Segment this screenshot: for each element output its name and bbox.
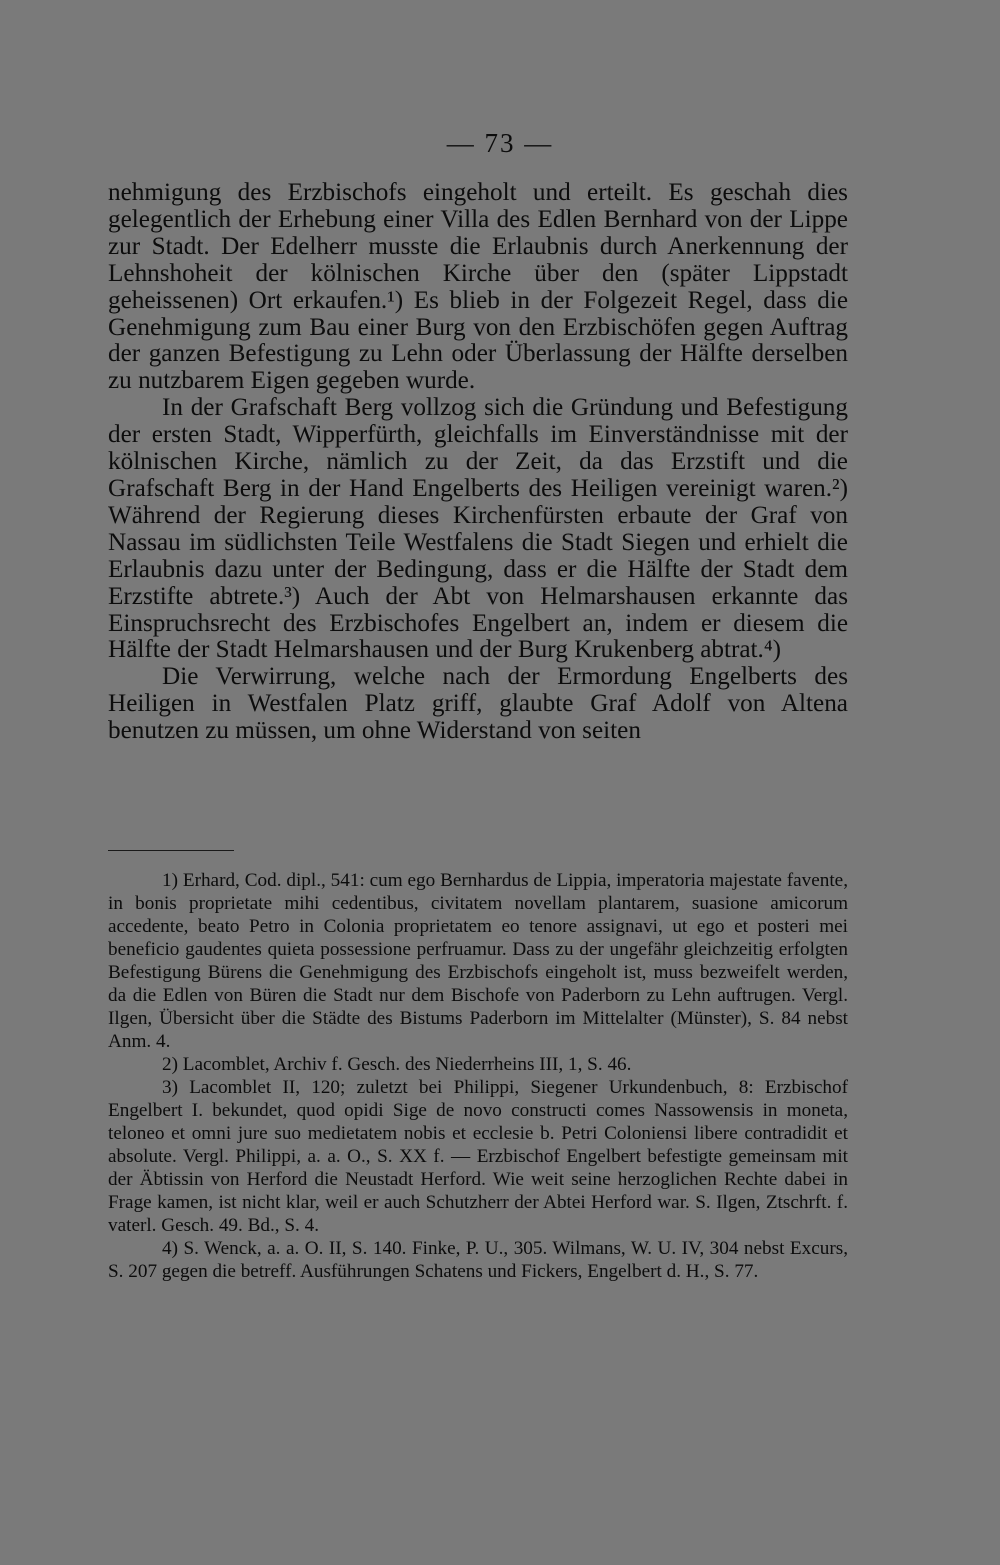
footnote-4: 4) S. Wenck, a. a. O. II, S. 140. Finke, P. U., 305. Wilmans, W. U. IV, 304 nebst Excurs, S. 207 gegen die betreff. Ausführungen Schatens und Fickers, Engelbert d. H., S. 77. <box>108 1238 848 1282</box>
footnotes <box>108 869 848 1283</box>
paragraph-1: nehmigung des Erzbischofs eingeholt und erteilt. Es geschah dies gelegentlich der Erhebung einer Villa des Edlen Bernhard von der Lippe zur Stadt. Der Edelherr musste die Erlaubnis durch Anerkennung der Lehnshoheit der kölnischen Kirche über den (später Lippstadt geheissenen) Ort erkaufen.¹) Es blieb in der Folgezeit Regel, dass die Genehmigung zum Bau einer Burg von den Erzbischöfen gegen Auftrag der ganzen Befestigung zu Lehn oder Überlassung der Hälfte derselben zu nutzbarem Eigen gegeben wurde. <box>108 179 848 395</box>
body-text <box>108 180 848 745</box>
footnote-3: 3) Lacomblet II, 120; zuletzt bei Philippi, Siegener Urkundenbuch, 8: Erzbischof Engelbert I. bekundet, quod opidi Sige de novo constructi comes Nassowensis in moneta, teloneo et omni jure suo medietatem nobis et ecclesie b. Petri Coloniensi libere contradidit et absolute. Vergl. Philippi, a. a. O., S. XX f. — Erzbischof Engelbert befestigte gemeinsam mit der Äbtissin von Herford die Neustadt Herford. Wie weit seine herzoglichen Rechte dabei in Frage kamen, ist nicht klar, weil er auch Schutzherr der Abtei Herford war. S. Ilgen, Ztschrft. f. vaterl. Gesch. 49. Bd., S. 4. <box>108 1077 848 1236</box>
footnote-1: 1) Erhard, Cod. dipl., 541: cum ego Bernhardus de Lippia, imperatoria majestate favente, in bonis proprietate mihi cedentibus, civitatem novellam plantarem, suasione amicorum accedente, beato Petro in Colonia proprietatem eo tenore assignavi, ut ego et posteri mei beneficio gaudentes quieta possessione perfruamur. Dass zu der ungefähr gleichzeitig erfolgten Befestigung Bürens die Genehmigung des Erzbischofs eingeholt ist, muss bezweifelt werden, da die Edlen von Büren die Stadt nur dem Bischofe von Paderborn zu Lehn auftrugen. Vergl. Ilgen, Übersicht über die Städte des Bistums Paderborn im Mittelalter (Münster), S. 84 nebst Anm. 4. <box>108 870 848 1052</box>
footnote-divider <box>108 850 234 851</box>
paragraph-3: Die Verwirrung, welche nach der Ermordung Engelberts des Heiligen in Westfalen Platz griff, glaubte Graf Adolf von Altena benutzen zu müssen, um ohne Widerstand von seiten <box>108 663 848 745</box>
footnote-2: 2) Lacomblet, Archiv f. Gesch. des Niederrheins III, 1, S. 46. <box>162 1054 632 1075</box>
page-number: — 73 — <box>446 128 554 158</box>
paragraph-2: In der Grafschaft Berg vollzog sich die Gründung und Befestigung der ersten Stadt, Wipperfürth, gleichfalls im Einverständnisse mit der kölnischen Kirche, nämlich zu der Zeit, da das Erzstift und die Grafschaft Berg in der Hand Engelberts des Heiligen vereinigt waren.²) Während der Regierung dieses Kirchenfürsten erbaute der Graf von Nassau im südlichsten Teile Westfalens die Stadt Siegen und erhielt die Erlaubnis dazu unter der Bedingung, dass er die Hälfte der Stadt dem Erzstifte abtrete.³) Auch der Abt von Helmarshausen erkannte das Einspruchsrecht des Erzbischofes Engelbert an, indem er diesem die Hälfte der Stadt Helmarshausen und der Burg Krukenberg abtrat.⁴) <box>108 394 848 664</box>
